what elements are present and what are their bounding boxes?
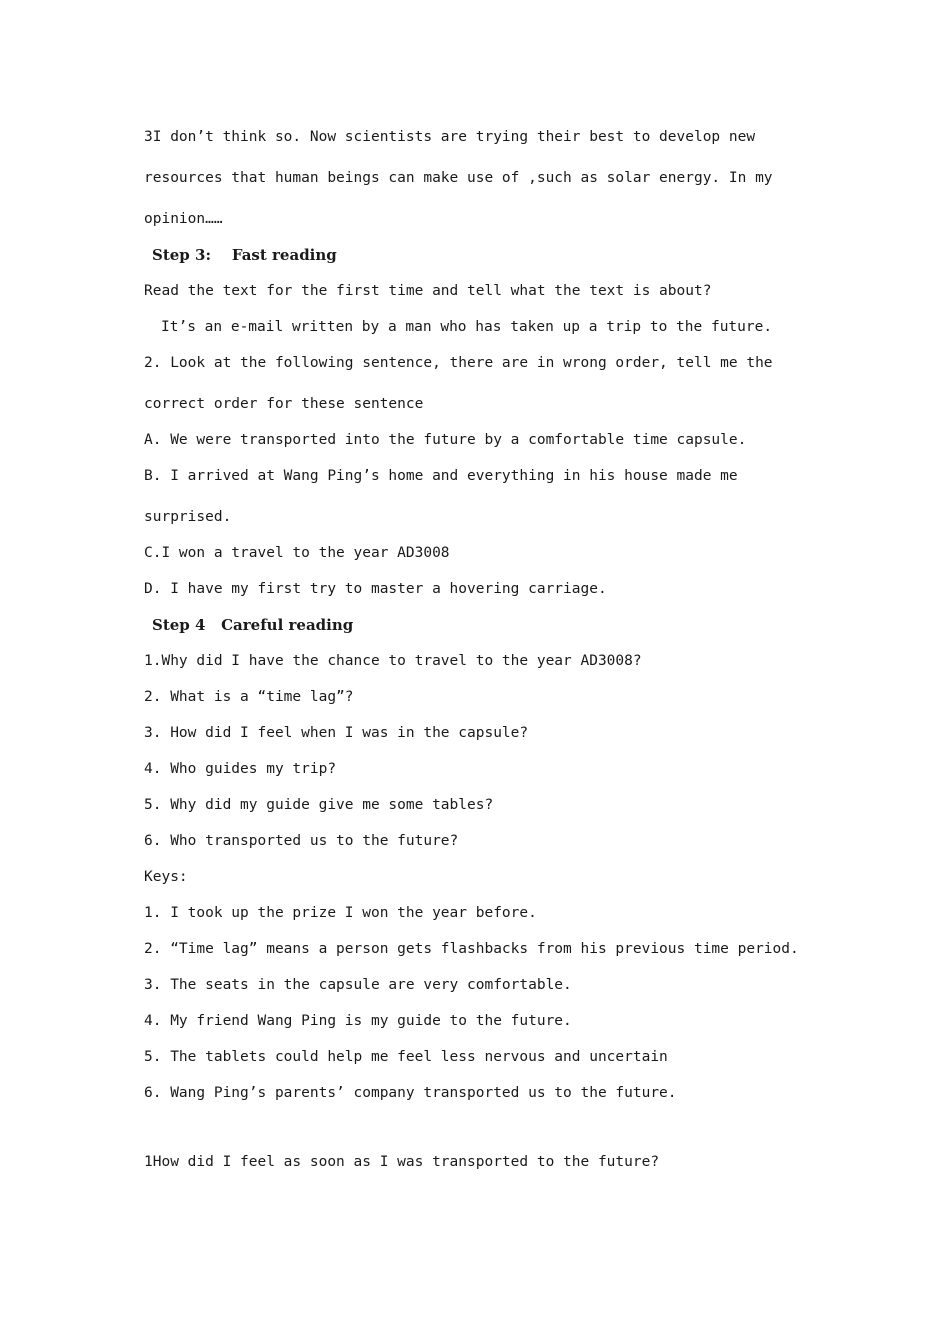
step3-question: Read the text for the first time and tell what the text is about? (144, 283, 712, 299)
key-item: 3. The seats in the capsule are very comfortable. (144, 977, 572, 993)
keys-label: Keys: (144, 869, 188, 885)
key-item: 4. My friend Wang Ping is my guide to the future. (144, 1013, 572, 1029)
question-item: 5. Why did my guide give me some tables? (144, 797, 494, 813)
option-b: B. I arrived at Wang Ping’s home and everything in his house made me (144, 468, 738, 484)
final-question: 1How did I feel as soon as I was transported to the future? (144, 1154, 660, 1170)
key-item: 5. The tablets could help me feel less nervous and uncertain (144, 1049, 668, 1065)
question-item: 3. How did I feel when I was in the capsule? (144, 725, 529, 741)
step3-task2-line-2: correct order for these sentence (144, 396, 424, 412)
key-item: 2. “Time lag” means a person gets flashbacks from his previous time period. (144, 941, 799, 957)
option-b-continued: surprised. (144, 509, 232, 525)
key-item: 1. I took up the prize I won the year before. (144, 905, 537, 921)
question-item: 1.Why did I have the chance to travel to the year AD3008? (144, 653, 642, 669)
step3-heading: Step 3: Fast reading (152, 246, 337, 264)
option-d: D. I have my first try to master a hovering carriage. (144, 581, 607, 597)
opinion-line-3: opinion…… (144, 211, 223, 227)
key-item: 6. Wang Ping’s parents’ company transported us to the future. (144, 1085, 677, 1101)
opinion-line-1: 3I don’t think so. Now scientists are trying their best to develop new (144, 129, 756, 145)
question-item: 4. Who guides my trip? (144, 761, 337, 777)
step3-task2-line-1: 2. Look at the following sentence, there are in wrong order, tell me the (144, 355, 773, 371)
step3-answer: It’s an e-mail written by a man who has taken up a trip to the future. (161, 319, 773, 335)
opinion-line-2: resources that human beings can make use of ,such as solar energy. In my (144, 170, 773, 186)
step4-heading: Step 4 Careful reading (152, 616, 354, 634)
question-item: 6. Who transported us to the future? (144, 833, 459, 849)
question-item: 2. What is a “time lag”? (144, 689, 354, 705)
option-a: A. We were transported into the future by a comfortable time capsule. (144, 432, 747, 448)
option-c: C.I won a travel to the year AD3008 (144, 545, 450, 561)
